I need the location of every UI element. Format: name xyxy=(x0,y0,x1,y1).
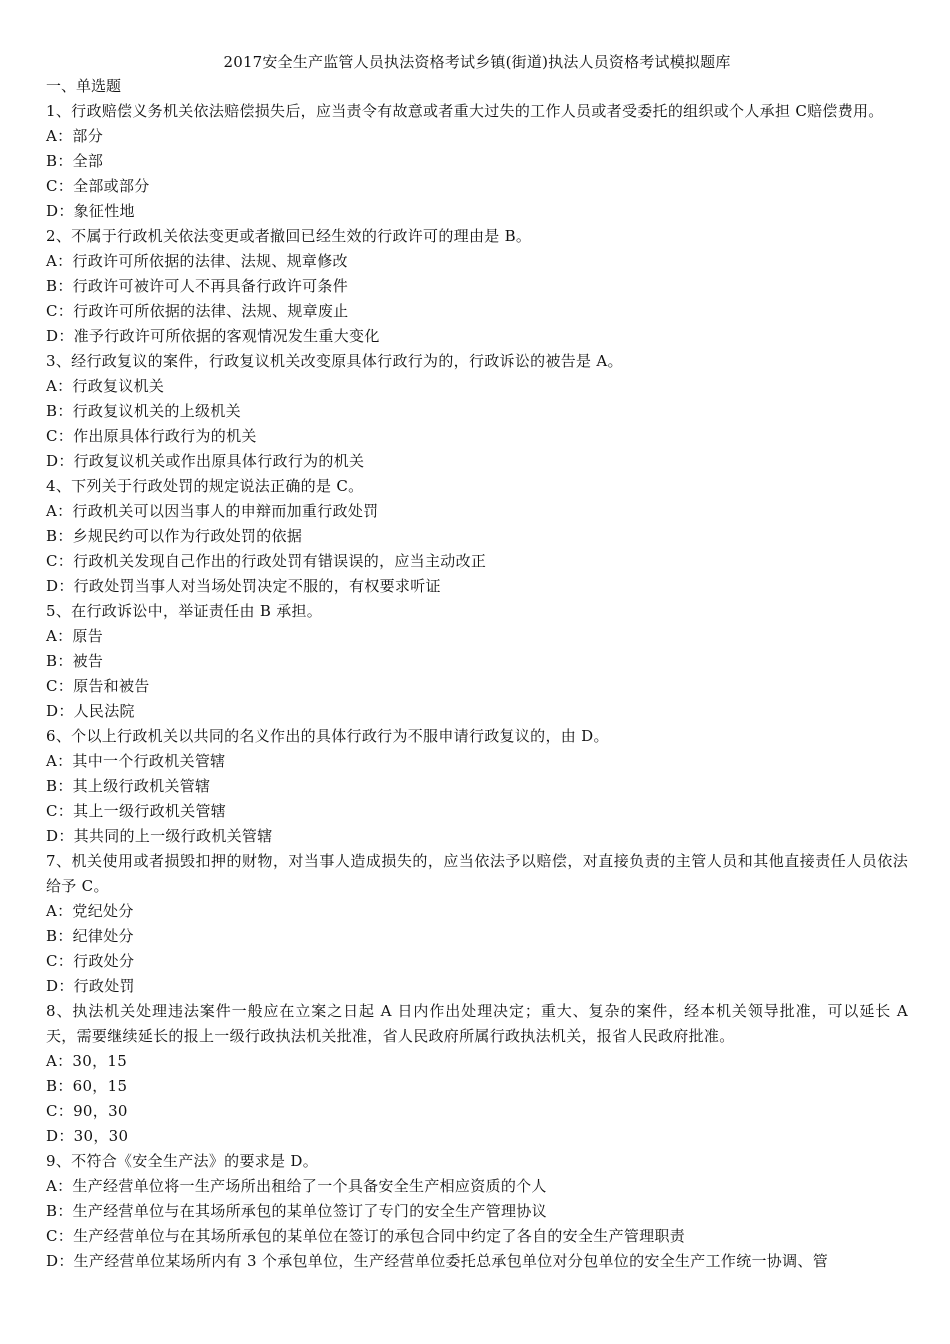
option-b: B：60，15 xyxy=(46,1077,128,1095)
option-d: D：行政处罚当事人对当场处罚决定不服的，有权要求听证 xyxy=(46,577,441,595)
question-stem: 2、不属于行政机关依法变更或者撤回已经生效的行政许可的理由是 B。 xyxy=(46,227,532,245)
section-heading: 一、单选题 xyxy=(46,77,122,95)
page-title: 2017安全生产监管人员执法资格考试乡镇(街道)执法人员资格考试模拟题库 xyxy=(223,53,731,71)
question-block xyxy=(46,1149,908,1274)
question-stem: 8、执法机关处理违法案件一般应在立案之日起 A 日内作出处理决定；重大、复杂的案件，经本机关领导批准，可以延长 A 天，需要继续延长的报上一级行政执法机关批准，省人民政府所属行政执法机关，报省人民政府批准。 xyxy=(46,1002,908,1045)
document-body xyxy=(46,50,908,1274)
question-block xyxy=(46,999,908,1149)
option-a: A：行政复议机关 xyxy=(46,377,165,395)
option-a: A：行政机关可以因当事人的申辩而加重行政处罚 xyxy=(46,502,379,520)
option-b: B：行政许可被许可人不再具备行政许可条件 xyxy=(46,277,349,295)
question-stem: 9、不符合《安全生产法》的要求是 D。 xyxy=(46,1152,319,1170)
option-d: D：象征性地 xyxy=(46,202,135,220)
option-c: C：行政许可所依据的法律、法规、规章废止 xyxy=(46,302,349,320)
option-d: D：30，30 xyxy=(46,1127,129,1145)
option-a: A：其中一个行政机关管辖 xyxy=(46,752,226,770)
option-a: A：行政许可所依据的法律、法规、规章修改 xyxy=(46,252,348,270)
option-a: A：生产经营单位将一生产场所出租给了一个具备安全生产相应资质的个人 xyxy=(46,1177,547,1195)
option-c: C：其上一级行政机关管辖 xyxy=(46,802,227,820)
option-c: C：行政处分 xyxy=(46,952,135,970)
option-c: C：全部或部分 xyxy=(46,177,150,195)
option-b: B：生产经营单位与在其场所承包的某单位签订了专门的安全生产管理协议 xyxy=(46,1202,547,1220)
question-block xyxy=(46,224,908,349)
option-c: C：生产经营单位与在其场所承包的某单位在签订的承包合同中约定了各自的安全生产管理职责 xyxy=(46,1227,686,1245)
option-d: D：准予行政许可所依据的客观情况发生重大变化 xyxy=(46,327,380,345)
option-b: B：纪律处分 xyxy=(46,927,134,945)
question-block xyxy=(46,349,908,474)
question-block xyxy=(46,99,908,224)
question-block xyxy=(46,599,908,724)
question-block xyxy=(46,474,908,599)
question-block xyxy=(46,849,908,999)
option-d: D：行政处罚 xyxy=(46,977,135,995)
option-b: B：行政复议机关的上级机关 xyxy=(46,402,241,420)
option-c: C：原告和被告 xyxy=(46,677,150,695)
option-b: B：其上级行政机关管辖 xyxy=(46,777,211,795)
option-b: B：全部 xyxy=(46,152,104,170)
option-a: A：部分 xyxy=(46,127,104,145)
question-stem: 1、行政赔偿义务机关依法赔偿损失后，应当责令有故意或者重大过失的工作人员或者受委托的组织或个人承担 C赔偿费用。 xyxy=(46,102,884,120)
option-a: A：党纪处分 xyxy=(46,902,134,920)
question-stem: 6、个以上行政机关以共同的名义作出的具体行政行为不服申请行政复议的，由 D。 xyxy=(46,727,609,745)
question-stem: 5、在行政诉讼中，举证责任由 B 承担。 xyxy=(46,602,323,620)
option-d: D：人民法院 xyxy=(46,702,135,720)
option-a: A：30，15 xyxy=(46,1052,128,1070)
option-b: B：被告 xyxy=(46,652,104,670)
option-c: C：行政机关发现自己作出的行政处罚有错误误的，应当主动改正 xyxy=(46,552,487,570)
option-c: C：作出原具体行政行为的机关 xyxy=(46,427,257,445)
question-stem: 3、经行政复议的案件，行政复议机关改变原具体行政行为的，行政诉讼的被告是 A。 xyxy=(46,352,623,370)
option-d: D：生产经营单位某场所内有 3 个承包单位，生产经营单位委托总承包单位对分包单位的安全生产工作统一协调、管 xyxy=(46,1252,829,1270)
question-block xyxy=(46,724,908,849)
option-a: A：原告 xyxy=(46,627,104,645)
option-c: C：90，30 xyxy=(46,1102,128,1120)
option-d: D：行政复议机关或作出原具体行政行为的机关 xyxy=(46,452,365,470)
option-d: D：其共同的上一级行政机关管辖 xyxy=(46,827,273,845)
question-stem: 4、下列关于行政处罚的规定说法正确的是 C。 xyxy=(46,477,364,495)
question-stem: 7、机关使用或者损毁扣押的财物，对当事人造成损失的，应当依法予以赔偿，对直接负责的主管人员和其他直接责任人员依法给予 C。 xyxy=(46,852,908,895)
option-b: B：乡规民约可以作为行政处罚的依据 xyxy=(46,527,303,545)
